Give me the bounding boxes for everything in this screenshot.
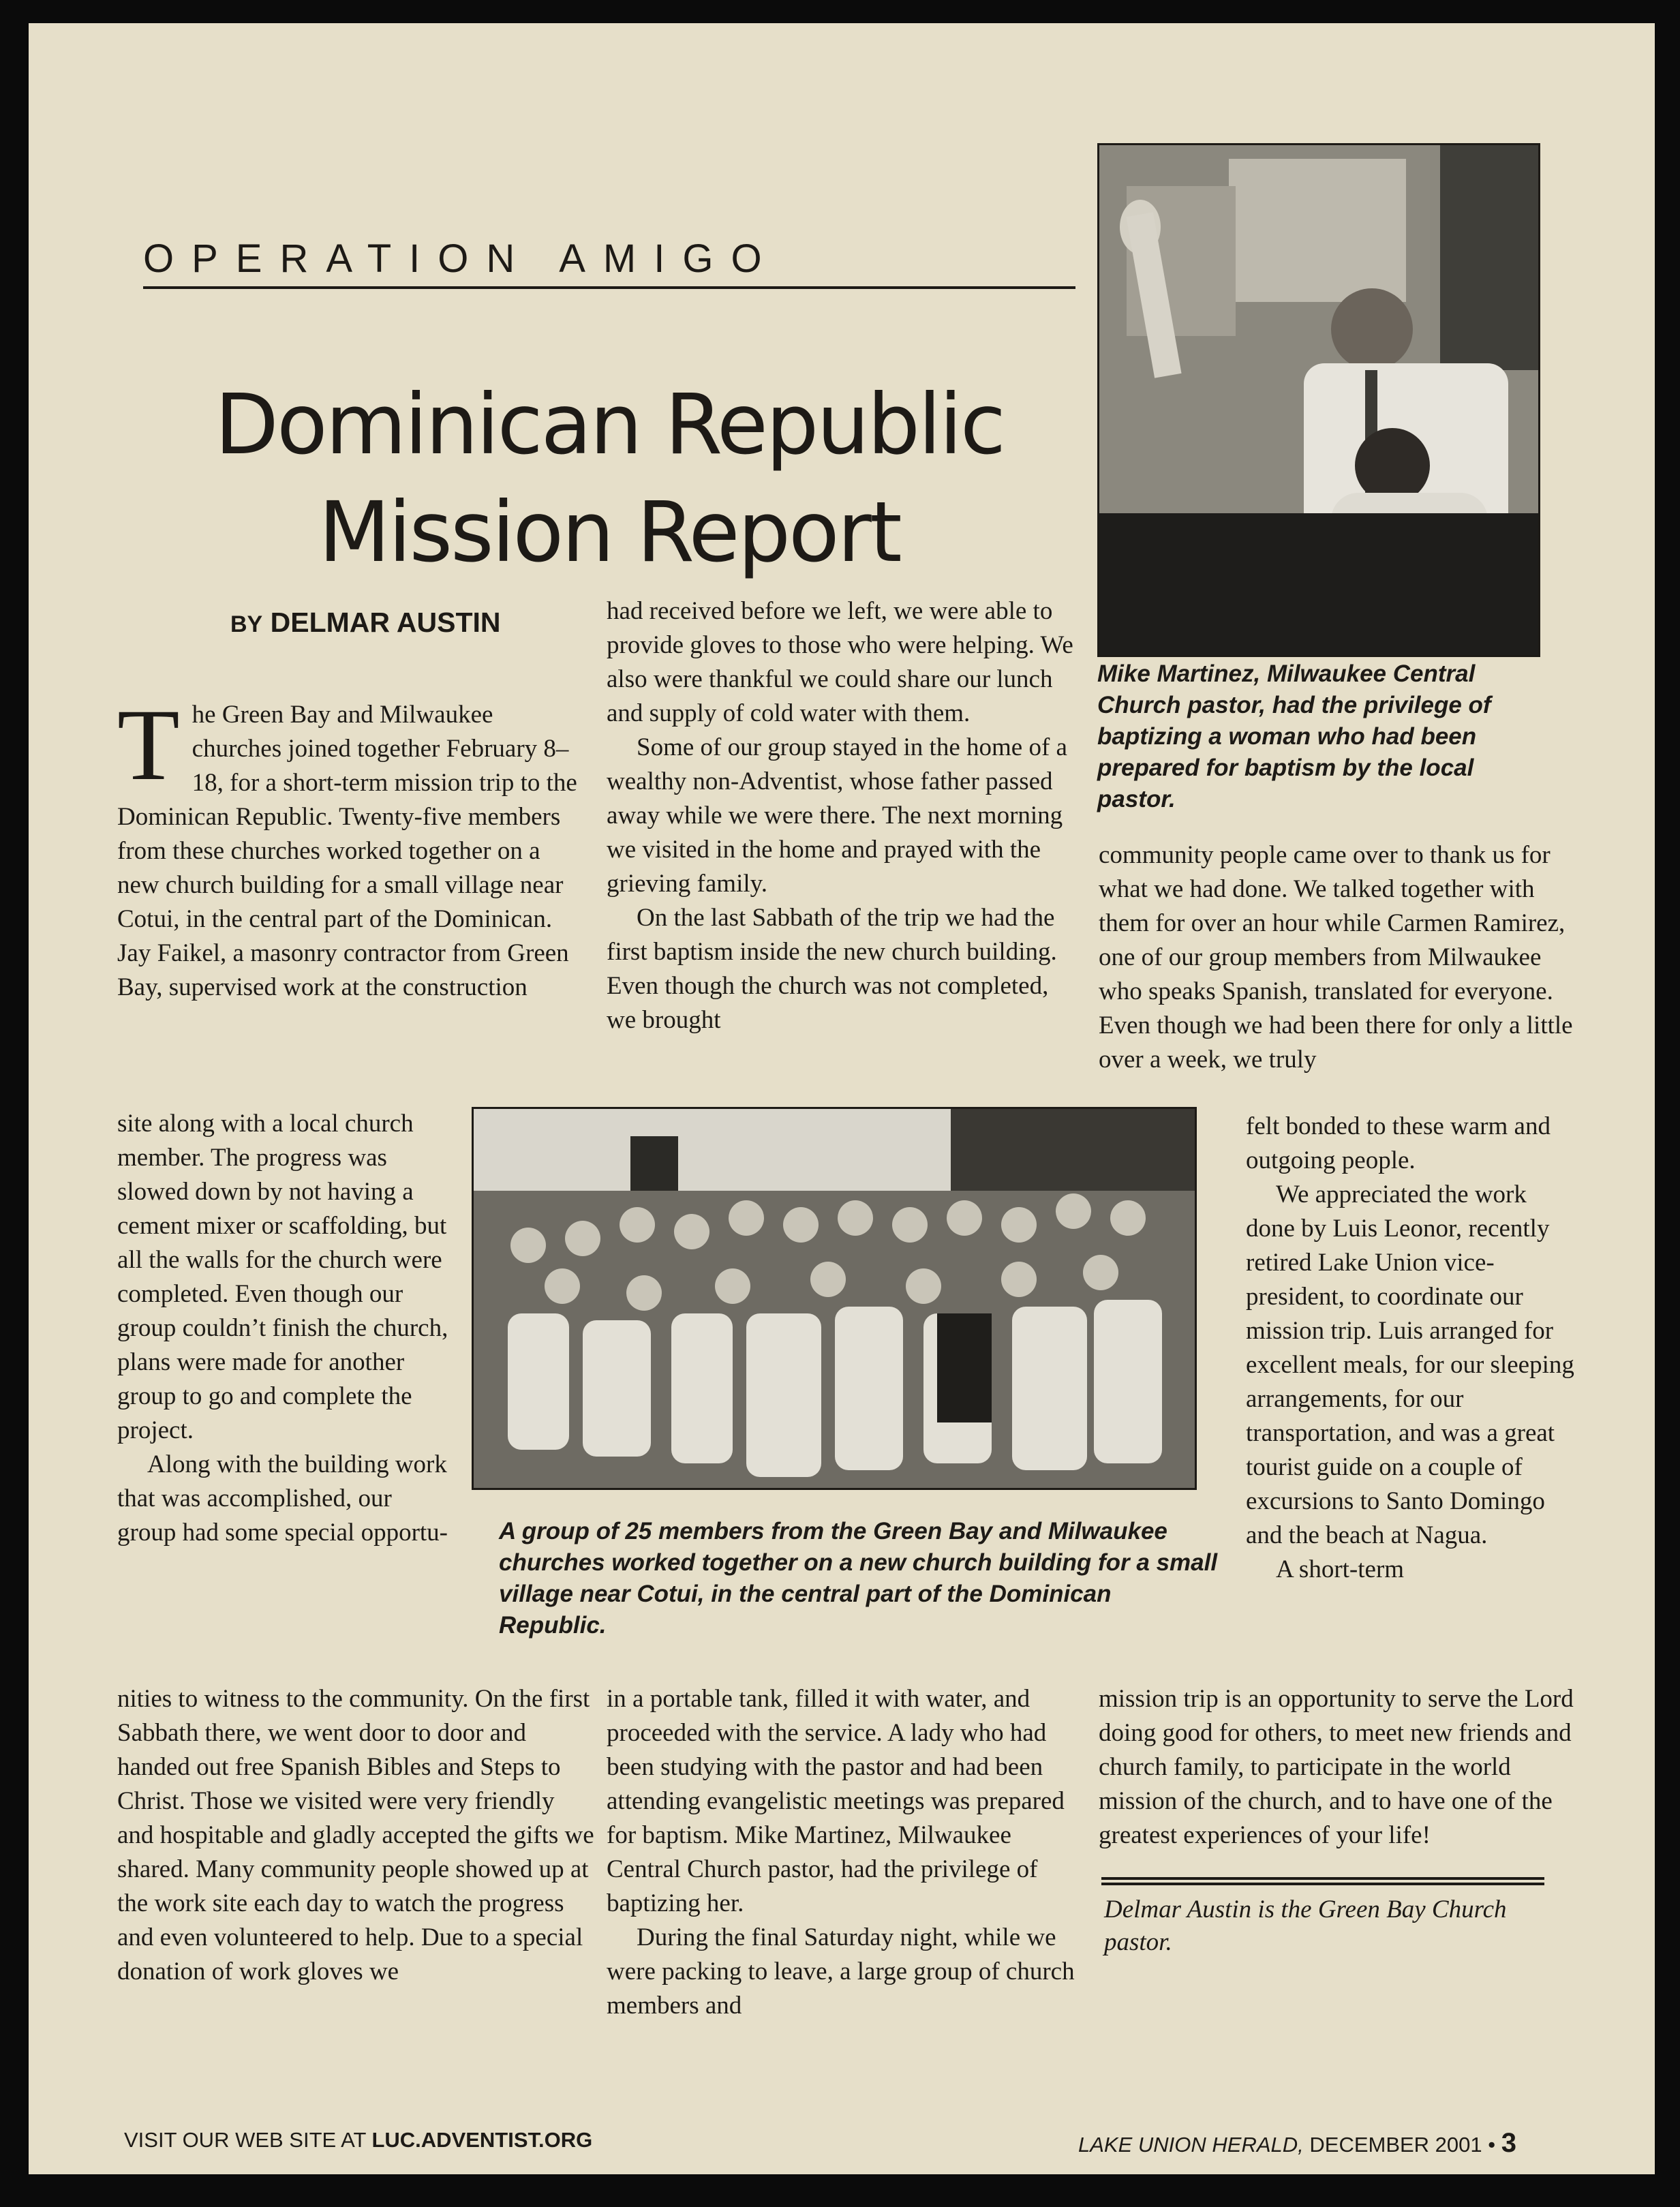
baptism-photo-illustration xyxy=(1099,145,1538,655)
magazine-page xyxy=(29,23,1655,2174)
column-2-upper xyxy=(607,594,1084,1037)
paragraph-1-continued: site along with a local church member. The progress was slowed down by not having a cement mixer or scaffolding, but all the walls for the church were completed. Even though our group couldn’t finish the church, plans were made for another group to go and complete the project. xyxy=(117,1110,448,1444)
section-kicker: OPERATION AMIGO xyxy=(143,237,780,281)
footer-date: DECEMBER 2001 • xyxy=(1303,2133,1501,2157)
column-1-narrow xyxy=(117,1107,450,1550)
article-title xyxy=(143,371,1075,586)
group-photo xyxy=(472,1107,1197,1490)
column-1-upper xyxy=(117,688,581,1005)
paragraph-2-start: Along with the building work that was accomplished, our group had some special opportu- xyxy=(117,1450,448,1547)
paragraph-4-start: On the last Sabbath of the trip we had the first baptism inside the new church building. Even though the church was not completed, we brought xyxy=(607,904,1057,1034)
column-3-upper xyxy=(1099,838,1576,1077)
paragraph-7-continued: mission trip is an opportunity to serve the Lord doing good for others, to meet new friends and church family, to participate in the world mission of the church, and to have one of the greatest experiences of your life! xyxy=(1099,1685,1574,1849)
article-title-line-1: Dominican Republic xyxy=(215,376,1004,473)
article-title-line-2: Mission Report xyxy=(318,484,900,581)
baptism-photo-caption: Mike Martinez, Milwaukee Central Church pastor, had the privilege of baptizing a woman who had been prepared for baptism by the local pastor. xyxy=(1097,660,1491,812)
footer-issue xyxy=(1078,2128,1516,2159)
footer-page-number: 3 xyxy=(1501,2128,1516,2158)
drop-cap: T xyxy=(117,688,180,802)
author-bio: Delmar Austin is the Green Bay Church pastor. xyxy=(1104,1896,1507,1956)
column-3-narrow xyxy=(1246,1110,1580,1587)
byline: BY DELMAR AUSTIN xyxy=(230,607,501,638)
footer-website: VISIT OUR WEB SITE AT LUC.ADVENTIST.ORG xyxy=(124,2128,593,2152)
paragraph-2-end: had received before we left, we were able to provide gloves to those who were helping. We also were thankful we could share our lunch and supply of cold water with them. xyxy=(607,597,1073,727)
paragraph-4-continued: in a portable tank, filled it with water, and proceeded with the service. A lady who had been studying with the pastor and had been attending evangelistic meetings was prepared for baptism. Mike Martinez, Milwaukee Central Church pastor, had the privilege of baptizing her. xyxy=(607,1685,1065,1917)
paragraph-5-start: During the final Saturday night, while we were packing to leave, a large group of church members and xyxy=(607,1923,1075,2020)
group-photo-caption: A group of 25 members from the Green Bay and Milwaukee churches worked together on a new church building for a small village near Cotui, in the central part of the Dominican Republic. xyxy=(499,1518,1218,1639)
paragraph-1-start: The Green Bay and Milwaukee churches joined together February 8–18, for a short-term mission trip to the Dominican Republic. Twenty-five members from these churches worked together on a new church building for a small village near Cotui, in the central part of the Dominican. Jay Faikel, a masonry contractor from Green Bay, supervised work at the construction xyxy=(117,688,577,1001)
footer-url: LUC.ADVENTIST.ORG xyxy=(371,2128,593,2152)
paragraph-2-continued: nities to witness to the community. On the first Sabbath there, we went door to door and handed out free Spanish Bibles and Steps to Christ. Those we visited were very friendly and hospitable and gladly accepted the gifts we shared. Many community people showed up at the work site each day to watch the progress and even volunteered to help. Due to a special donation of work gloves we xyxy=(117,1685,594,1985)
column-2-lower xyxy=(607,1682,1084,2023)
bio-rule xyxy=(1101,1877,1544,1885)
paragraph-7-start: A short-term xyxy=(1276,1555,1405,1583)
footer-publication: LAKE UNION HERALD, xyxy=(1078,2133,1304,2157)
kicker-rule xyxy=(143,286,1075,289)
column-1-lower xyxy=(117,1682,594,1989)
paragraph-6: We appreciated the work done by Luis Leonor, recently retired Lake Union vice-president, to coordinate our mission trip. Luis arranged for excellent meals, for our sleeping arrangements, for our transportation, and was a great tourist guide on a couple of excursions to Santo Domingo and the beach at Nagua. xyxy=(1246,1181,1574,1549)
column-3-lower xyxy=(1099,1682,1576,1853)
paragraph-5-continued: community people came over to thank us for what we had done. We talked together with them for over an hour while Carmen Ramirez, one of our group members from Milwaukee who speaks Spanish, translated for everyone. Even though we had been there for only a little over a week, we truly xyxy=(1099,841,1573,1074)
paragraph-3: Some of our group stayed in the home of a wealthy non-Adventist, whose father passed away while we were there. The next morning we visited in the home and prayed with the grieving family. xyxy=(607,733,1067,898)
baptism-photo xyxy=(1097,143,1540,657)
group-photo-illustration xyxy=(474,1109,1195,1488)
paragraph-5-end: felt bonded to these warm and outgoing people. xyxy=(1246,1112,1551,1174)
